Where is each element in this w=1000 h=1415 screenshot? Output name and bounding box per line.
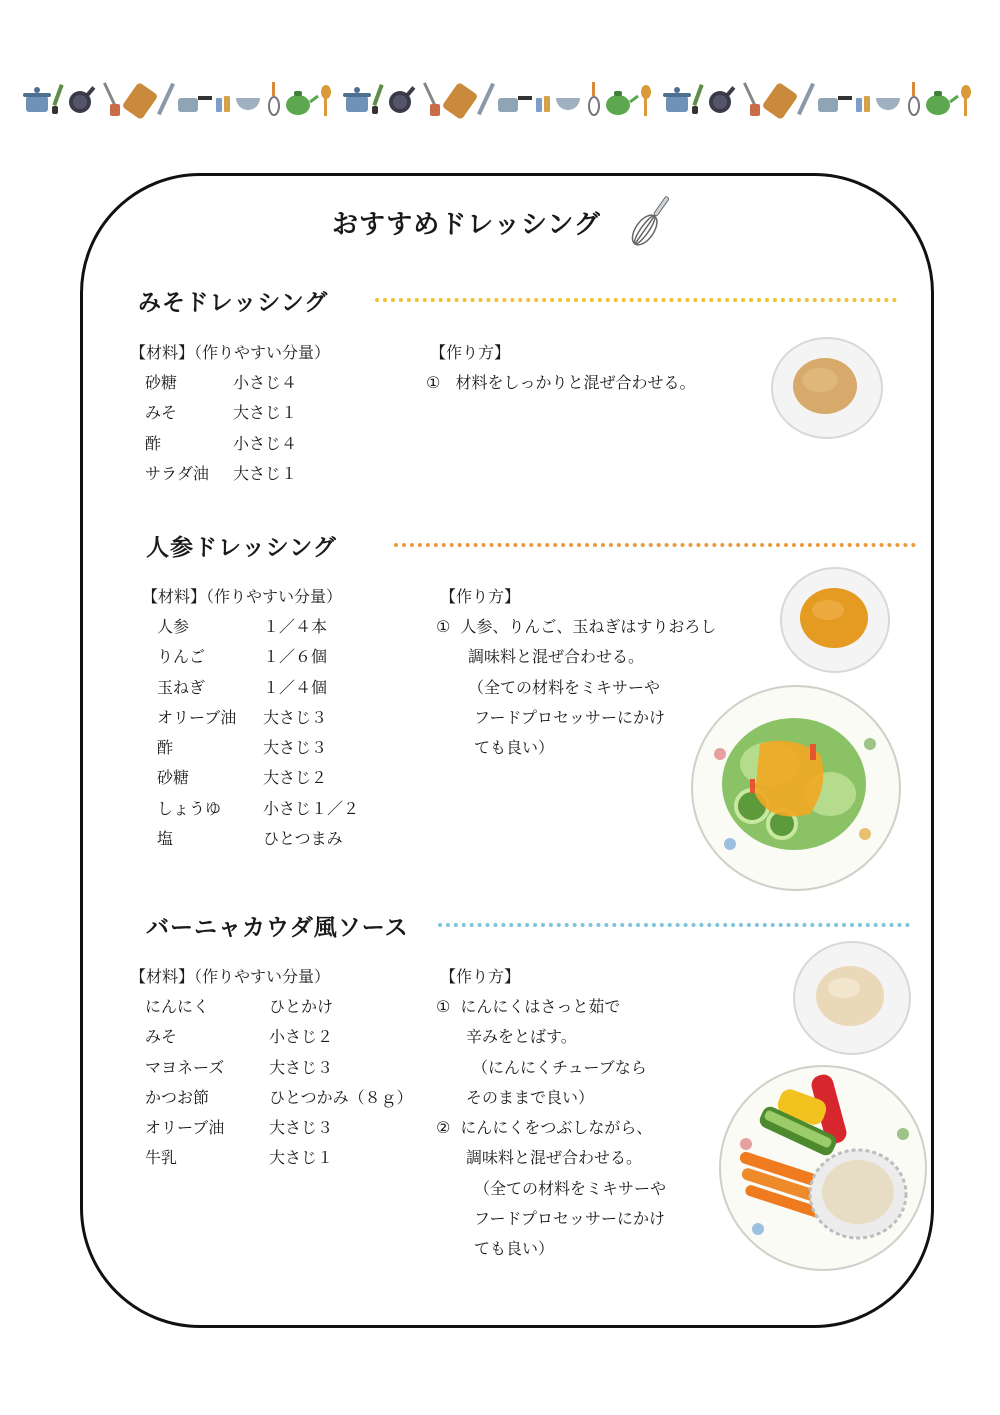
- frying-pan-icon: [69, 86, 95, 113]
- carrot-dressing-salad-photo: [690, 684, 902, 892]
- step-line: [436, 992, 647, 1022]
- ingredient-name: マヨネーズ: [145, 1057, 225, 1077]
- ingredient-row: [145, 398, 345, 428]
- bagna-cauda-sauce-photo: [792, 940, 912, 1056]
- step-line: [436, 1113, 666, 1143]
- step-text: そのままで良い）: [466, 1087, 595, 1107]
- method-header-bagna-cauda: 【作り方】: [440, 967, 521, 986]
- step-line: [436, 612, 716, 642]
- ingredient-name: 砂糖: [157, 768, 190, 788]
- method-header-miso: 【作り方】: [430, 343, 511, 362]
- ingredient-name: 牛乳: [145, 1148, 178, 1168]
- method-step: [426, 368, 695, 398]
- step-text: ても良い）: [474, 1239, 555, 1259]
- ingredient-row: [157, 612, 397, 642]
- ingredient-amount: ひとつまみ: [263, 829, 343, 849]
- ingredient-name: 塩: [157, 829, 174, 849]
- ingredient-row: [145, 1022, 425, 1052]
- ingredient-amount: １／４個: [263, 677, 328, 697]
- ingredient-list-ninjin: [157, 612, 397, 854]
- ingredient-amount: 小さじ２: [269, 1027, 334, 1047]
- spice-bottles-icon: [216, 96, 230, 112]
- ingredient-name: りんご: [157, 647, 206, 667]
- ingredient-amount: 小さじ４: [233, 433, 298, 453]
- ladle-icon: [321, 85, 331, 116]
- ingredient-name: 玉ねぎ: [157, 677, 206, 697]
- step-text: 調味料と混ぜ合わせる。: [466, 1148, 643, 1168]
- ingredient-name: にんにく: [145, 997, 210, 1016]
- ingredient-amount: 大さじ１: [269, 1148, 334, 1168]
- whisk-icon: [628, 190, 674, 252]
- ingredient-row: [145, 1143, 425, 1173]
- ingredients-header-miso: 【材料】（作りやすい分量）: [130, 343, 331, 362]
- utensil-set-repeat: [663, 82, 971, 120]
- step-text: にんにくをつぶしながら、: [460, 1118, 653, 1137]
- ingredient-row: [145, 1113, 425, 1143]
- pot-icon: [23, 87, 51, 112]
- ingredient-row: [145, 1083, 425, 1113]
- knife-icon: [157, 83, 175, 116]
- ingredients-header-bagna-cauda: 【材料】（作りやすい分量）: [130, 967, 331, 986]
- section-title-miso: みそドレッシング: [138, 290, 329, 316]
- ingredient-name: みそ: [145, 1027, 178, 1047]
- cutting-board-icon: [122, 82, 159, 120]
- ingredient-name: 酢: [145, 433, 162, 453]
- ingredient-row: [157, 642, 397, 672]
- ingredient-amount: 大さじ３: [263, 738, 328, 758]
- step-number: ①: [436, 997, 451, 1016]
- ladle-icon: [103, 82, 120, 116]
- ingredient-row: [157, 703, 397, 733]
- ingredient-amount: ひとつかみ（８ｇ）: [269, 1087, 413, 1107]
- method-header-ninjin: 【作り方】: [440, 587, 521, 606]
- ingredient-row: [157, 794, 397, 824]
- step-text: にんにくはさっと茹で: [460, 997, 621, 1016]
- ingredient-name: オリーブ油: [157, 707, 237, 727]
- ingredient-name: 人参: [157, 617, 190, 636]
- section-title-ninjin: 人参ドレッシング: [146, 535, 337, 561]
- ingredient-amount: 大さじ３: [269, 1057, 334, 1077]
- step-text: （にんにくチューブなら: [472, 1057, 647, 1077]
- ingredient-row: [145, 429, 345, 459]
- spatula-icon: [52, 84, 64, 114]
- teapot-icon: [286, 91, 318, 115]
- bowl-icon: [236, 98, 260, 110]
- miso-dressing-photo: [770, 336, 884, 440]
- step-text: 人参、りんご、玉ねぎはすりおろし: [460, 617, 717, 636]
- ingredient-list-bagna-cauda: [145, 992, 425, 1174]
- ingredient-amount: １／４本: [263, 617, 328, 636]
- utensil-set: [23, 82, 331, 120]
- ingredient-list-miso: [145, 368, 345, 489]
- kitchen-utensils-border: [22, 78, 982, 122]
- ingredient-amount: 大さじ１: [233, 403, 298, 423]
- ingredient-name: しょうゆ: [157, 798, 222, 818]
- ingredient-name: オリーブ油: [145, 1118, 225, 1138]
- ingredient-row: [145, 992, 425, 1022]
- ingredient-amount: 大さじ３: [263, 707, 328, 727]
- saucepan-icon: [178, 96, 212, 112]
- step-number: ②: [436, 1118, 451, 1137]
- ingredient-row: [157, 763, 397, 793]
- ingredient-name: かつお節: [145, 1087, 210, 1107]
- step-text: フードプロセッサーにかけ: [474, 1208, 666, 1228]
- step-text: ても良い）: [474, 738, 555, 758]
- ingredient-row: [145, 459, 345, 489]
- dotted-divider-ninjin: [394, 543, 916, 547]
- page-title: おすすめドレッシング: [332, 210, 601, 240]
- ingredient-name: サラダ油: [145, 463, 209, 483]
- step-text: フードプロセッサーにかけ: [474, 707, 666, 727]
- step-text: （全ての材料をミキサーや: [474, 1178, 667, 1198]
- ingredient-row: [145, 1053, 425, 1083]
- step-text: （全ての材料をミキサーや: [468, 677, 661, 697]
- ingredient-row: [157, 733, 397, 763]
- ingredient-row: [157, 824, 397, 854]
- ingredients-header-ninjin: 【材料】（作りやすい分量）: [142, 587, 343, 606]
- ingredient-amount: 大さじ１: [233, 463, 298, 483]
- utensil-set-repeat: [343, 82, 651, 120]
- ingredient-row: [145, 368, 345, 398]
- dotted-divider-bagna-cauda: [438, 923, 910, 927]
- ingredient-amount: １／６個: [263, 647, 328, 667]
- ingredient-name: みそ: [145, 403, 178, 423]
- step-text: 調味料と混ぜ合わせる。: [468, 647, 645, 667]
- ingredient-amount: 大さじ２: [263, 768, 328, 788]
- ingredient-amount: ひとかけ: [269, 997, 334, 1016]
- ingredient-name: 砂糖: [145, 373, 178, 392]
- ingredient-amount: 小さじ４: [233, 373, 298, 392]
- step-text: 辛みをとばす。: [466, 1027, 577, 1047]
- whisk-icon: [269, 82, 279, 115]
- bagna-cauda-vegetables-photo: [718, 1064, 928, 1272]
- ingredient-amount: 大さじ３: [269, 1118, 334, 1138]
- method-step: [436, 612, 716, 763]
- dotted-divider-miso: [375, 298, 897, 302]
- method-step: [436, 992, 647, 1113]
- ingredient-name: 酢: [157, 738, 174, 758]
- section-title-bagna-cauda: バーニャカウダ風ソース: [146, 915, 409, 941]
- step-text: 材料をしっかりと混ぜ合わせる。: [455, 373, 696, 392]
- method-step: [436, 1113, 666, 1264]
- ingredient-amount: 小さじ１／２: [263, 798, 360, 818]
- ingredient-row: [157, 673, 397, 703]
- step-number: ①: [436, 617, 451, 636]
- step-number: ①: [426, 373, 441, 392]
- carrot-dressing-photo: [780, 566, 890, 674]
